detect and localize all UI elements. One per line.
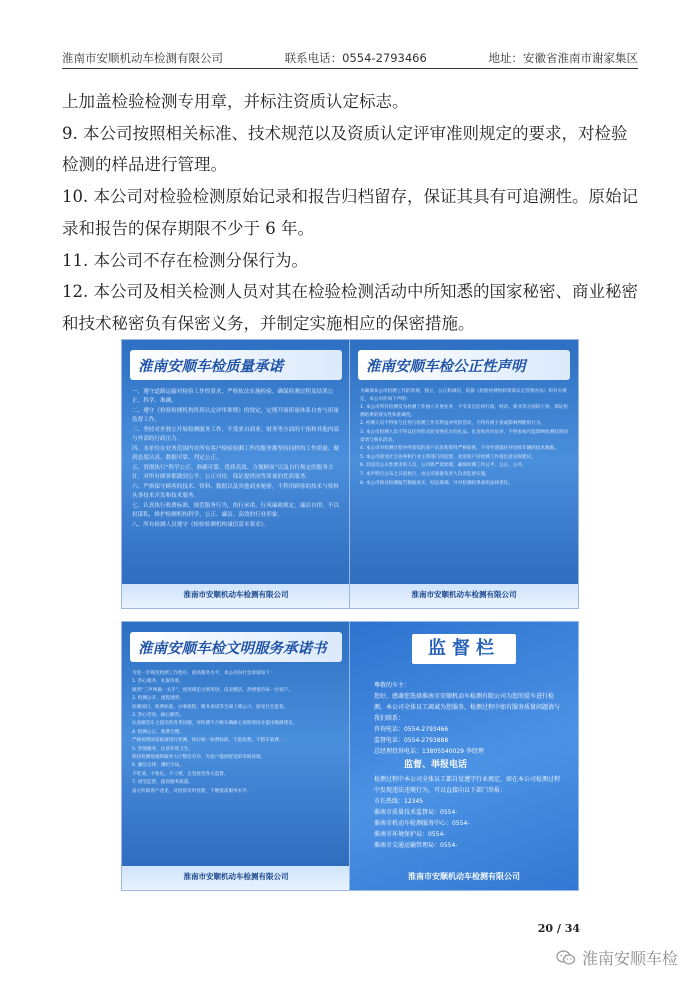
board-intro: 您好，感谢您选择淮南市安顺机动车检测有限公司为您的爱车进行检测，本公司全体员工竭诚为您服务，检测过程中如有服务质量问题请与我们联系： <box>374 693 561 722</box>
poster-line: 六、严格保守顾客的技术、资料、数据以及其他商业秘密，不利用顾客的技术与资料从事技术开发和技术服务。 <box>132 484 339 499</box>
board-contact: 咨询电话：0554-2793466 <box>374 726 449 733</box>
poster-line: 严格按照国家标准进行检测，执行统一收费标准，不乱收费，不搭车收费。 <box>132 738 284 744</box>
poster-line: 做到“三声两做一关手”，使用规范文明用语，仪表整洁，热情接待每一位客户。 <box>132 687 293 693</box>
poster-line: 认真解答车主提出的各类问题，对检测不合格车辆耐心说明原因并提出维修建议。 <box>132 721 298 727</box>
poster-line: 3. 热心咨询，耐心解答。 <box>132 713 184 719</box>
paragraph: 12. 本公司及相关检测人员对其在检验检测活动中所知悉的国家秘密、商业秘密和技术秘密负有保密义务，并制定实施相应的保密措施。 <box>62 282 638 333</box>
poster-line: 一、遵守道路运输对检验工作的要求，严格依法实施检验，确保检测过程及结果公正、科学、准确。 <box>132 389 334 404</box>
board-greeting: 尊敬的车主： <box>374 682 411 689</box>
poster-body <box>132 388 340 578</box>
poster-line: 检测项目、收费标准、办事流程、服务承诺等全部上墙公示，接受社会监督。 <box>132 704 289 710</box>
poster-line: 3. 本公司检测人员不得以任何形式收受委托方的礼品、礼金和有价证券，不得参加可能影响检测结果的宴请与娱乐活动。 <box>360 429 568 443</box>
board-contact: 总经理投诉电话：13805540029 李经理 <box>374 748 484 755</box>
poster-line: 为进一步规范检测工作程序，提高服务水平，本公司向社会承诺如下： <box>132 671 275 676</box>
board-footer: 淮南市安顺机动车检测有限公司 <box>408 872 520 881</box>
board-sub-intro: 检测过程中本公司全体员工都自觉遵守行业规定，如在本公司检测过程中发现违法违规行为，可以直接向以下部门举报： <box>374 776 561 794</box>
poster-body <box>360 388 568 578</box>
civil-service-poster <box>122 622 350 890</box>
watermark <box>556 946 678 969</box>
quality-commitment-poster <box>122 340 350 608</box>
poster-line: 7. 本声明自公布之日起执行，由公司质量负责人负责监督实施。 <box>360 471 490 477</box>
board-report-line: 市长热线：12345 <box>374 798 424 805</box>
poster-title: 淮南安顺车检公正性声明 <box>358 350 570 380</box>
board-report-line: 淮南市机动车检测服务中心：0554- <box>374 820 470 827</box>
poster-footer: 淮南市安顺机动车检测有限公司 <box>411 590 517 599</box>
poster-line: 五、贯彻执行“科学公正、准确可靠、优质高效、方便顾客”以及自行规定的服务方针，对所有顾客都做到公平、公正对待，保证提供同等质量的优质服务。 <box>132 465 334 480</box>
poster-line: 6. 廉洁自律，遵纪守法。 <box>132 763 184 769</box>
poster-line: 四、本单位在业务范围内对所有客户检验检测工作的服务都坚持同样的工作质量、做到态度认真、数据可靠、判定公正。 <box>132 446 339 461</box>
board-report-line: 淮南市交通运输管理局：0554- <box>374 842 458 849</box>
board-contact: 监督电话：0554-2793888 <box>374 737 449 744</box>
poster-line: 1. 本公司所有检测员为检测工作独立开展业务，不受来自任何行政、经济、商业等方面的干预，保证检测结果的真实性和准确性。 <box>360 405 568 418</box>
poster-line: 5. 热情服务，注意环境卫生。 <box>132 746 193 752</box>
header-address: 地址：安徽省淮南市谢家集区 <box>488 51 638 65</box>
poster-line: 不吃请、不收礼、不刁难，自觉接受各方监督。 <box>132 771 229 777</box>
poster-line: 虚心听取客户意见，对投诉及时处理，不断提高服务水平。 <box>132 788 252 794</box>
board-body <box>374 680 562 851</box>
poster-body <box>132 670 340 860</box>
board-title: 监督栏 <box>412 634 516 664</box>
poster-line: 4. 本公司对检测过程中所获知的客户信息和资料严格保密，不对外泄露任何受检车辆的技术数据。 <box>360 446 559 452</box>
poster-line: 7. 接受监督，提高服务质量。 <box>132 780 193 786</box>
poster-line: 1. 热心服务，礼貌待客。 <box>132 679 184 685</box>
poster-line: 5. 本公司接受社会各界和行业主管部门的监督，欢迎客户对检测工作提出意见和建议。 <box>360 454 536 460</box>
body-text <box>62 86 638 340</box>
paragraph: 上加盖检验检测专用章，并标注资质认定标志。 <box>62 92 409 111</box>
board-report-line: 淮南市环境保护局：0554- <box>374 831 446 838</box>
poster-line: 三、坚持对外独立开展检测服务工作，不受来自商业、财务等方面的干预和其他内部与外部的行政压力。 <box>132 427 339 442</box>
board-report-line: 淮南市质量技术监督局：0554- <box>374 809 458 816</box>
poster-line: 七、认真执行收费标准，规范服务行为，执行承诺，行风廉政规定，廉洁自律，不以权谋私，维护检测机构科学、公正、廉洁、高效的行业形象。 <box>132 503 339 518</box>
poster-title: 淮南安顺车检文明服务承诺书 <box>130 632 342 662</box>
poster-title: 淮南安顺车检质量承诺 <box>130 350 342 380</box>
poster-line: 2. 检测人员不得参与任何与检测工作有利益冲突的活动，不得有被干扰或影响判断的行为。 <box>360 421 546 427</box>
supervision-board <box>350 622 578 890</box>
poster-line: 保持检测场地和服务大厅整洁有序，为客户提供舒适的等候环境。 <box>132 755 266 761</box>
header-company: 淮南市安顺机动车检测有限公司 <box>62 51 223 65</box>
board-subtitle: 监督、举报电话 <box>404 760 468 770</box>
header-phone: 联系电话：0554-2793466 <box>284 51 427 65</box>
watermark-text: 淮南安顺车检 <box>581 949 678 968</box>
fairness-statement-poster <box>350 340 578 608</box>
poster-line: 6. 对违反公正性要求的人员，公司将严肃处理，确保检测工作公平、公正、公开。 <box>360 463 527 469</box>
poster-footer: 淮南市安顺机动车检测有限公司 <box>183 590 289 599</box>
paragraph: 10. 本公司对检验检测原始记录和报告归档留存，保证其具有可追溯性。原始记录和报告的保存期限不少于 6 年。 <box>62 187 638 238</box>
poster-footer: 淮南市安顺机动车检测有限公司 <box>183 872 289 881</box>
wechat-icon <box>556 950 576 966</box>
poster-line: 8. 本公司保证检测报告数据真实、结论准确，并对检测结果承担法律责任。 <box>360 480 513 486</box>
page-number: 20 / 34 <box>537 922 580 935</box>
poster-line: 八、所有检测人员遵守《检验检测机构诚信基本要求》。 <box>132 522 270 528</box>
page-header <box>62 40 638 69</box>
poster-line: 2. 检测公开，流程透明。 <box>132 696 184 702</box>
paragraph: 9. 本公司按照相关标准、技术规范以及资质认定评审准则规定的要求，对检验检测的样品进行管理。 <box>62 123 628 175</box>
poster-line: 二、遵守《检验检测机构资质认定评审准则》的规定，定期开展质量体系自查与质量监督工作。 <box>132 408 339 423</box>
poster-line: 为确保本公司检测工作的客观、独立、公正和诚信，依据《检验检测机构资质认定管理办法》和有关规定，本公司作如下声明： <box>360 389 567 402</box>
paragraph: 11. 本公司不存在检测分保行为。 <box>62 250 308 270</box>
poster-line: 4. 检测公正，收费合理。 <box>132 729 184 735</box>
